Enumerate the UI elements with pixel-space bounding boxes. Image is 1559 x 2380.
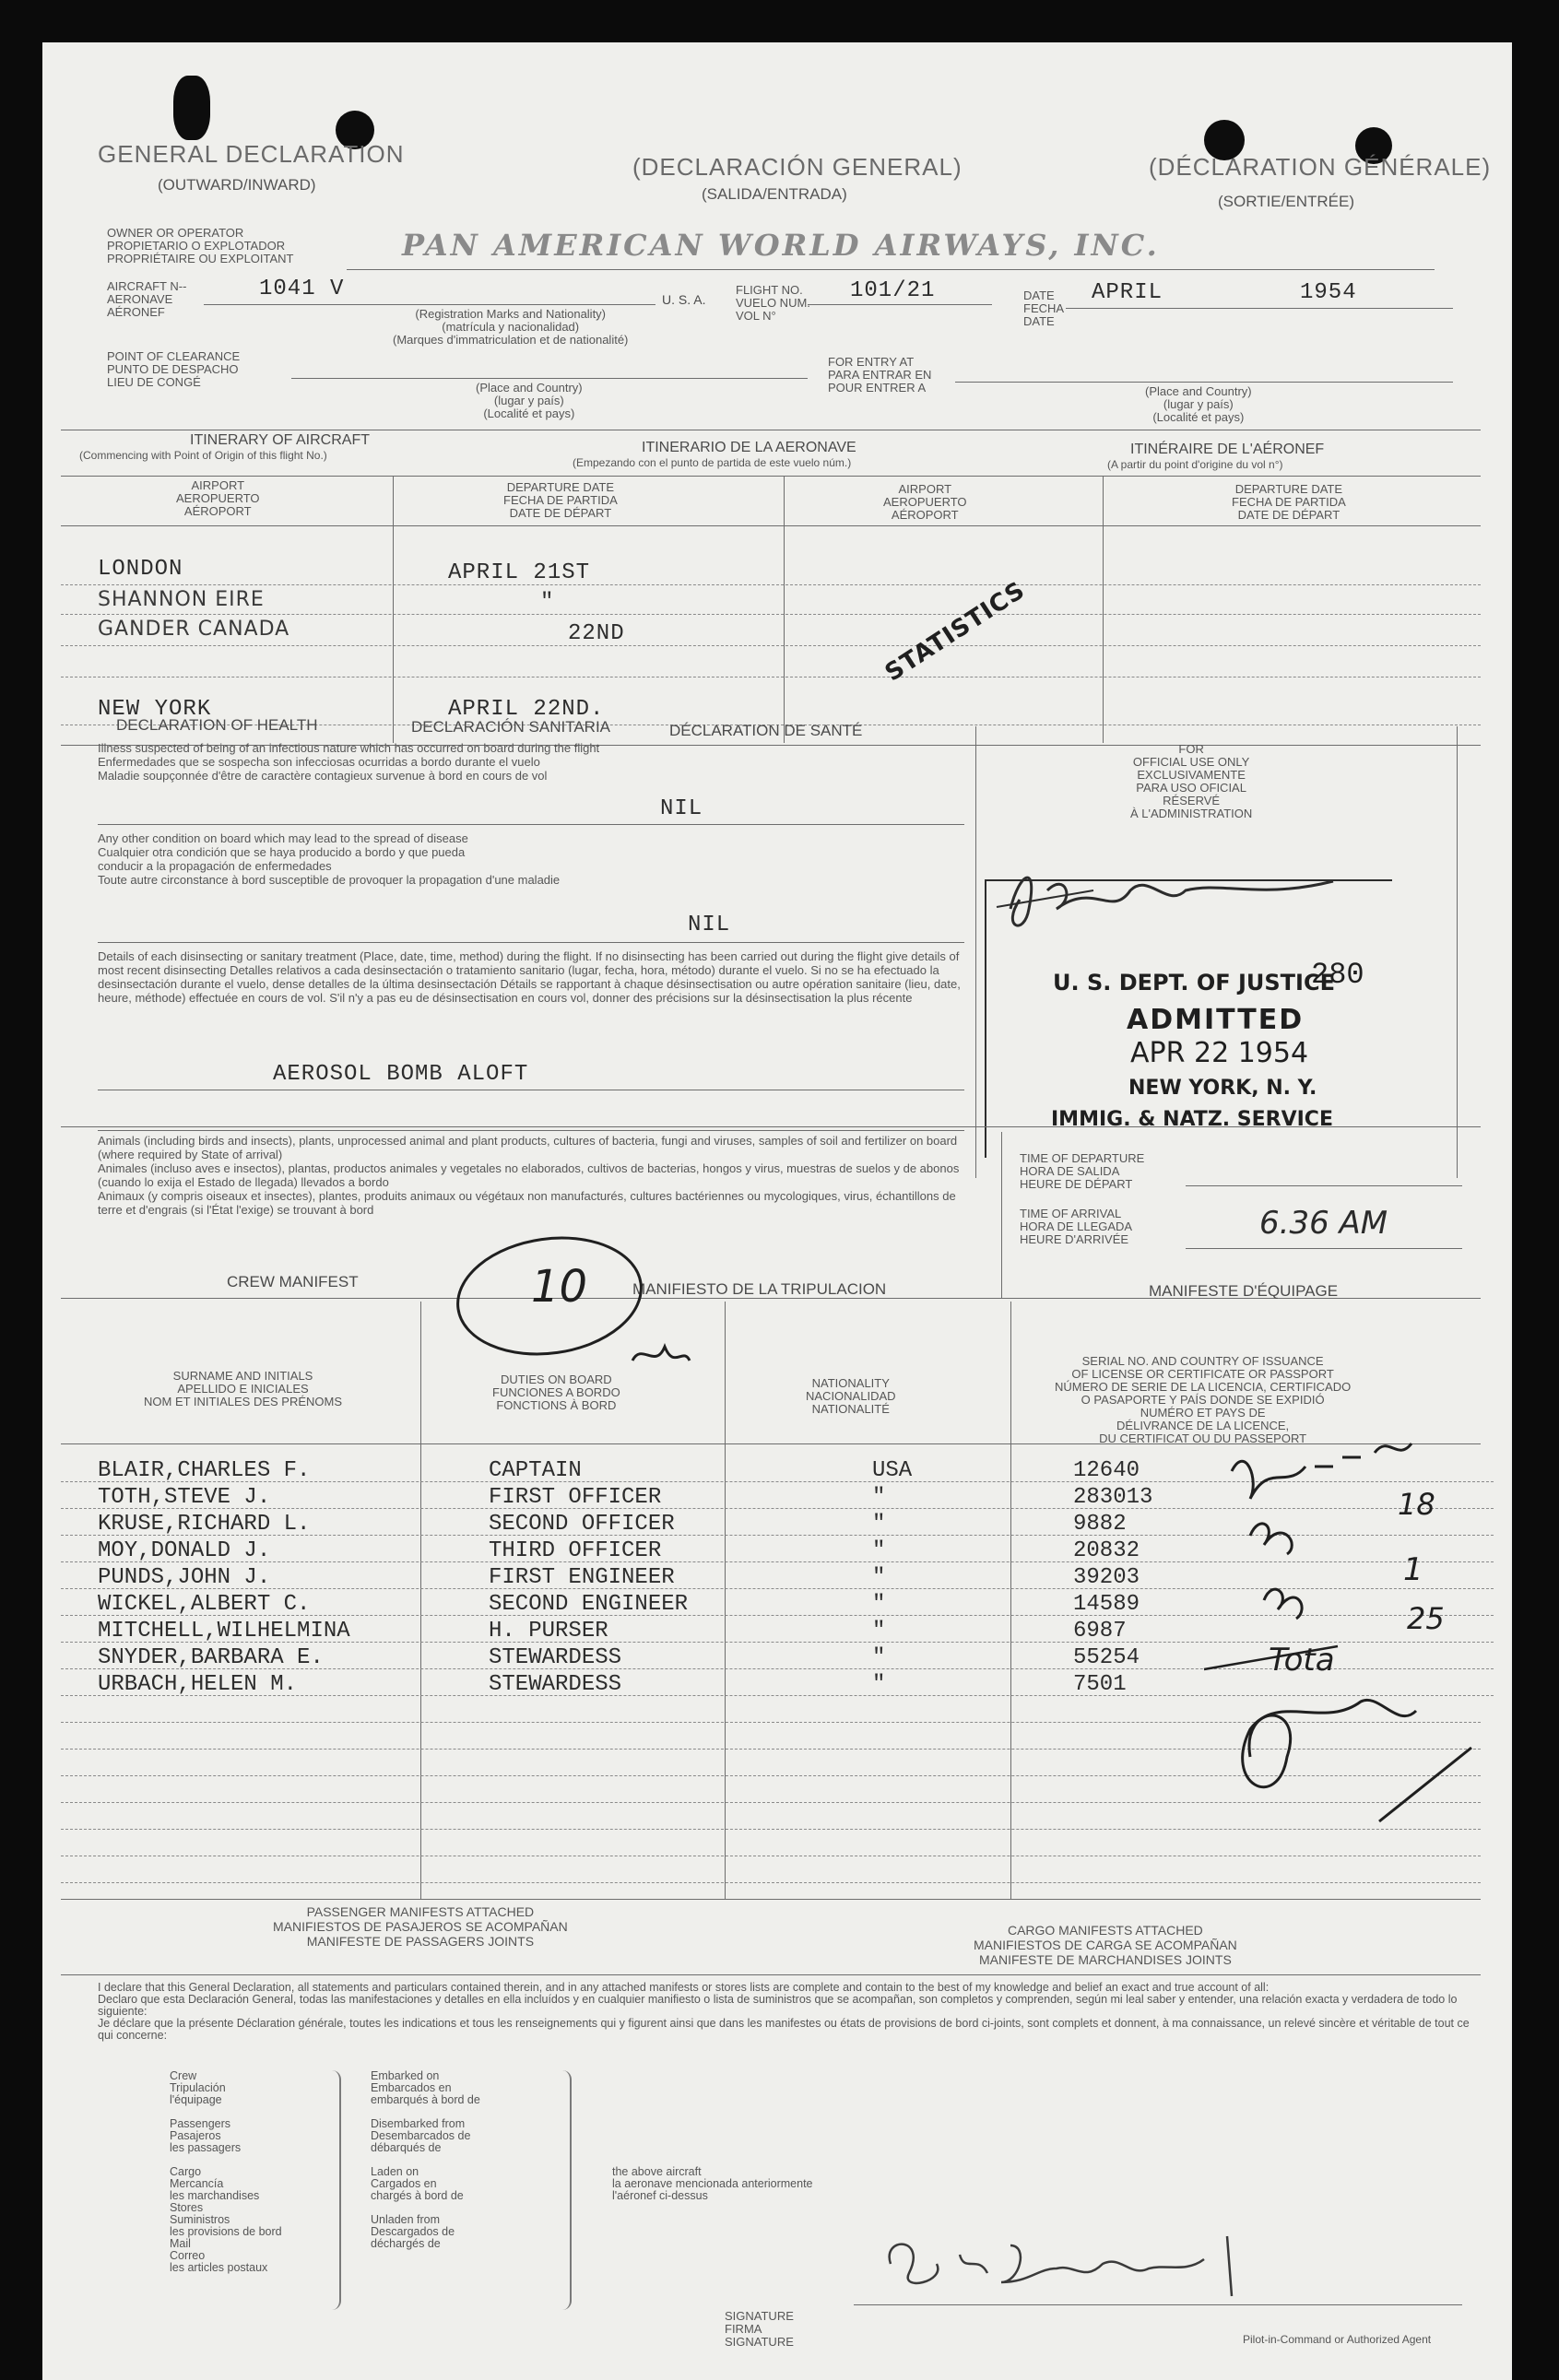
crew-nationality: "	[872, 1619, 886, 1644]
cargo-manifest-label: CARGO MANIFESTS ATTACHED MANIFIESTOS DE CARGA SE ACOMPAÑAN MANIFESTE DE MARCHANDISES JOINTS	[974, 1923, 1237, 1967]
crew-col-name: SURNAME AND INITIALS APELLIDO E INICIALES NOM ET INITIALES DES PRÉNOMS	[144, 1369, 343, 1408]
margin-handwriting	[1195, 1425, 1490, 1904]
flight-value: 101/21	[850, 278, 936, 303]
usa-label: U. S. A.	[662, 292, 706, 307]
certification-text: I declare that this General Declaration, all statements and particulars contained therein, and in any attached manifests or stores lists are complete and contain to the best of my knowledge and belief an exact and true account of all: Declaro que esta Declaración General, todas las manifestaciones y detalles en ella incluídos y en cualquier manifiesto o lista de suministros que se acompañan, son completos y comprenden, según mi leal saber y entender, una relación exacta y verdadera de todo lo siguiente: Je déclare que la présente Déclaration générale, toutes les indications et tous les renseignements qui y figurent ainsi que dans les manifestes ou états de provisions de bord ci-joints, sont complets et donnent, à ma connaissance, un relevé sincère et véritable de tout ce qui concerne:	[98, 1981, 1470, 2042]
margin-note: Tota	[1269, 1642, 1335, 1679]
health-answer-3: AEROSOL BOMB ALOFT	[273, 1062, 529, 1087]
circled-ten-value: 10	[531, 1261, 588, 1313]
itinerary-col-airport: AIRPORT AEROPUERTO AÉROPORT	[176, 478, 260, 518]
subtitle-en: (OUTWARD/INWARD)	[158, 176, 316, 194]
crew-name: TOTH,STEVE J.	[98, 1485, 271, 1510]
itinerary-col-airport-2: AIRPORT AEROPUERTO AÉROPORT	[883, 482, 967, 522]
crew-name: KRUSE,RICHARD L.	[98, 1512, 311, 1537]
crew-nationality: "	[872, 1672, 886, 1697]
animals-text: Animals (including birds and insects), plants, unprocessed animal and plant products, cultures of bacteria, fungi and viruses, samples of soil and fertilizer on board (where required by State of arrival) Animales (incluso aves e insectos), plantas, productos animales y vegetales no elaborados, cultivos de bacterias, hongos y virus, muestras de suelos y de abonos (cuando lo exija el Estado de llegada) llevados a bordo Animaux (y compris oiseaux et insectes), plantes, produits animaux ou végétaux non manufacturés, cultures bactériennes ou mycologiques, virus, échantillons de terre et d'engrais (si l'État l'exige) se trouvant à bord	[98, 1134, 960, 1217]
crew-license: 6987	[1073, 1619, 1127, 1644]
flight-label: FLIGHT NO. VUELO NUM. VOL N°	[736, 283, 810, 323]
departure-time-label: TIME OF DEPARTURE HORA DE SALIDA HEURE DE DÉPART	[1020, 1151, 1145, 1191]
crew-duty: STEWARDESS	[489, 1645, 622, 1670]
itinerary-col-departure: DEPARTURE DATE FECHA DE PARTIDA DATE DE DÉPART	[503, 480, 618, 520]
crew-nationality: "	[872, 1538, 886, 1563]
crew-col-nationality: NATIONALITY NACIONALIDAD NATIONALITÉ	[806, 1376, 896, 1416]
title-es: (DECLARACIÓN GENERAL)	[632, 153, 963, 181]
brace	[328, 2070, 341, 2310]
stamp-date: APR 22 1954	[1130, 1037, 1309, 1069]
crew-license: 9882	[1073, 1512, 1127, 1537]
crew-nationality: "	[872, 1592, 886, 1617]
date-label: DATE FECHA DATE	[1023, 289, 1065, 328]
aircraft-reg-value: 1041 V	[259, 277, 345, 301]
itinerary-title-fr: ITINÉRAIRE DE L'AÉRONEF	[1130, 442, 1325, 457]
crew-nationality: USA	[872, 1458, 913, 1483]
signature-label: SIGNATURE FIRMA SIGNATURE	[725, 2309, 794, 2349]
itinerary-title-es: ITINERARIO DE LA AERONAVE	[642, 440, 856, 455]
health-question-2: Any other condition on board which may lead to the spread of disease Cualquier otra condición que se haya producido a bordo y que pueda conducir a la propagación de enfermedades Toute autre circonstance à bord susceptible de provoquer la propagation d'une maladie	[98, 831, 561, 887]
entry-label: FOR ENTRY AT PARA ENTRAR EN POUR ENTRER A	[828, 355, 932, 395]
crew-nationality: "	[872, 1485, 886, 1510]
entry-place-note: (Place and Country) (lugar y país) (Localité et pays)	[1145, 384, 1252, 424]
crew-license: 14589	[1073, 1592, 1140, 1617]
itinerary-sub-es: (Empezando con el punto de partida de este vuelo núm.)	[573, 456, 852, 469]
subtitle-es: (SALIDA/ENTRADA)	[702, 185, 847, 203]
health-title-es: DECLARACIÓN SANITARIA	[411, 718, 611, 736]
crew-license: 39203	[1073, 1565, 1140, 1590]
health-answer-1: NIL	[660, 796, 703, 821]
itinerary-row-date: 22ND	[568, 621, 625, 646]
crew-license: 283013	[1073, 1485, 1153, 1510]
statistics-stamp: STATISTICS	[880, 576, 1031, 688]
margin-number: 1	[1403, 1551, 1423, 1588]
captain-signature	[872, 2218, 1333, 2310]
date-month: APRIL	[1092, 280, 1163, 305]
stamp-number: 280	[1311, 958, 1364, 992]
clearance-label: POINT OF CLEARANCE PUNTO DE DESPACHO LIEU DE CONGÉ	[107, 349, 241, 389]
crew-duty: FIRST ENGINEER	[489, 1565, 675, 1590]
aircraft-reg-note: (Registration Marks and Nationality) (matrícula y nacionalidad) (Marques d'immatriculation et de nationalité)	[393, 307, 629, 347]
crew-license: 55254	[1073, 1645, 1140, 1670]
crew-duty: THIRD OFFICER	[489, 1538, 662, 1563]
crew-duty: STEWARDESS	[489, 1672, 622, 1697]
ink-blot	[173, 76, 210, 140]
crew-col-duties: DUTIES ON BOARD FUNCIONES A BORDO FONCTIONS À BORD	[492, 1373, 620, 1412]
itinerary-row-airport: GANDER CANADA	[98, 618, 290, 641]
stamp-city: NEW YORK, N. Y.	[1128, 1077, 1317, 1100]
crew-name: WICKEL,ALBERT C.	[98, 1592, 311, 1617]
itinerary-sub-fr: (A partir du point d'origine du vol n°)	[1107, 458, 1283, 471]
crew-nationality: "	[872, 1512, 886, 1537]
itinerary-row-airport: LONDON	[98, 557, 183, 582]
crew-title-en: CREW MANIFEST	[227, 1273, 359, 1290]
margin-number: 25	[1407, 1601, 1445, 1636]
itinerary-title-en: ITINERARY OF AIRCRAFT	[190, 432, 370, 448]
subtitle-fr: (SORTIE/ENTRÉE)	[1218, 193, 1354, 210]
itinerary-sub-en: (Commencing with Point of Origin of this flight No.)	[79, 449, 327, 462]
itinerary-row-airport: NEW YORK	[98, 697, 212, 722]
itinerary-row-date: "	[540, 590, 555, 615]
crew-name: BLAIR,CHARLES F.	[98, 1458, 311, 1483]
crew-title-es: MANIFIESTO DE LA TRIPULACION	[632, 1280, 887, 1298]
crew-name: URBACH,HELEN M.	[98, 1672, 298, 1697]
operator-label: OWNER OR OPERATOR PROPIETARIO O EXPLOTADOR PROPRIÉTAIRE OU EXPLOITANT	[107, 226, 294, 265]
arrival-time-value: 6.36 AM	[1259, 1205, 1388, 1242]
crew-duty: H. PURSER	[489, 1619, 608, 1644]
brace	[559, 2070, 572, 2310]
crew-license: 20832	[1073, 1538, 1140, 1563]
date-year: 1954	[1300, 280, 1357, 305]
itinerary-row-airport: SHANNON EIRE	[98, 588, 265, 611]
margin-number: 18	[1398, 1487, 1435, 1522]
crew-name: MOY,DONALD J.	[98, 1538, 271, 1563]
health-title-en: DECLARATION OF HEALTH	[116, 716, 318, 734]
cert-col-3: the above aircraft la aeronave mencionada anteriormente l'aéronef ci-dessus	[612, 2165, 813, 2202]
official-use-label: FOR OFFICIAL USE ONLY EXCLUSIVAMENTE PARA USO OFICIAL RÉSERVÉ À L'ADMINISTRATION	[1130, 742, 1253, 820]
crew-nationality: "	[872, 1645, 886, 1670]
title-fr: (DÉCLARATION GÉNÉRALE)	[1149, 153, 1492, 181]
stamp-dept: U. S. DEPT. OF JUSTICE	[1053, 970, 1335, 996]
crew-col-license: SERIAL NO. AND COUNTRY OF ISSUANCE OF LICENSE OR CERTIFICATE OR PASSPORT NÚMERO DE SERIE DE LA LICENCIA, CERTIFICADO O PASAPORTE Y PAÍS DONDE SE EXPIDIÓ NUMÉRO ET PAYS DE DÉLIVRANCE DE LA LICENCE, DU CERTIFICAT OU DU PASSEPORT	[1055, 1354, 1352, 1445]
cert-col-1: Crew Tripulación l'équipage Passengers Pasajeros les passagers Cargo Mercancía les marchandises Stores Suministros les provisions de bord Mail Correo les articles postaux	[170, 2069, 282, 2274]
passenger-manifest-label: PASSENGER MANIFESTS ATTACHED MANIFIESTOS DE PASAJEROS SE ACOMPAÑAN MANIFESTE DE PASSAGERS JOINTS	[273, 1904, 568, 1949]
aircraft-label: AIRCRAFT N-- AERONAVE AÉRONEF	[107, 279, 187, 319]
itinerary-row-date: APRIL 22ND.	[448, 697, 605, 722]
crew-name: PUNDS,JOHN J.	[98, 1565, 271, 1590]
crew-nationality: "	[872, 1565, 886, 1590]
health-answer-2: NIL	[688, 913, 731, 937]
crew-license: 12640	[1073, 1458, 1140, 1483]
crew-duty: SECOND OFFICER	[489, 1512, 675, 1537]
document-sheet	[42, 42, 1512, 2380]
crew-title-fr: MANIFESTE D'ÉQUIPAGE	[1149, 1282, 1339, 1300]
crew-name: MITCHELL,WILHELMINA	[98, 1619, 350, 1644]
pilot-label: Pilot-in-Command or Authorized Agent	[1243, 2333, 1432, 2346]
crew-name: SNYDER,BARBARA E.	[98, 1645, 324, 1670]
health-question-3: Details of each disinsecting or sanitary treatment (Place, date, time, method) during the flight. If no disinsecting has been carried out during the flight give details of most recent disinsecting Detalles relativos a cada desinsectación o tratamiento sanitario (lugar, fecha, hora, método) durante el vuelo. Si no se ha efectuado la desinsectación durante el vuelo, dense detalles de la última desinsectación Détails se rapportant à chaque désinsectisation ou autre opération sanitaire (lieu, date, heure, méthode) effectuée en cours de vol. S'il n'y a pas eu de désinsectisation en cours vol, donner des précisions sur la désinsectisation la plus récente	[98, 949, 961, 1005]
cert-col-2: Embarked on Embarcados en embarqués à bord de Disembarked from Desembarcados de débarqués de Laden on Cargados en chargés à bord de Unladen from Descargados de déchargés de	[371, 2069, 480, 2250]
health-question-1: Illness suspected of being of an infectious nature which has occurred on board during the flight Enfermedades que se sospecha son infecciosas ocurridas a bordo durante el vuelo Maladie soupçonnée d'être de caractère contagieux survenue à bord en cours de vol	[98, 741, 600, 783]
health-title-fr: DÉCLARATION DE SANTÉ	[669, 722, 863, 739]
clearance-place-note: (Place and Country) (lugar y país) (Localité et pays)	[476, 381, 583, 420]
itinerary-row-date: APRIL 21ST	[448, 560, 591, 585]
crew-license: 7501	[1073, 1672, 1127, 1697]
itinerary-col-departure-2: DEPARTURE DATE FECHA DE PARTIDA DATE DE DÉPART	[1232, 482, 1346, 522]
stamp-service: IMMIG. & NATZ. SERVICE	[1051, 1108, 1333, 1131]
arrival-time-label: TIME OF ARRIVAL HORA DE LLEGADA HEURE D'ARRIVÉE	[1020, 1207, 1133, 1246]
operator-value: PAN AMERICAN WORLD AIRWAYS, INC.	[402, 228, 1160, 263]
title-en: GENERAL DECLARATION	[98, 140, 405, 168]
crew-duty: SECOND ENGINEER	[489, 1592, 689, 1617]
crew-duty: FIRST OFFICER	[489, 1485, 662, 1510]
stamp-admitted: ADMITTED	[1127, 1004, 1305, 1036]
crew-duty: CAPTAIN	[489, 1458, 582, 1483]
